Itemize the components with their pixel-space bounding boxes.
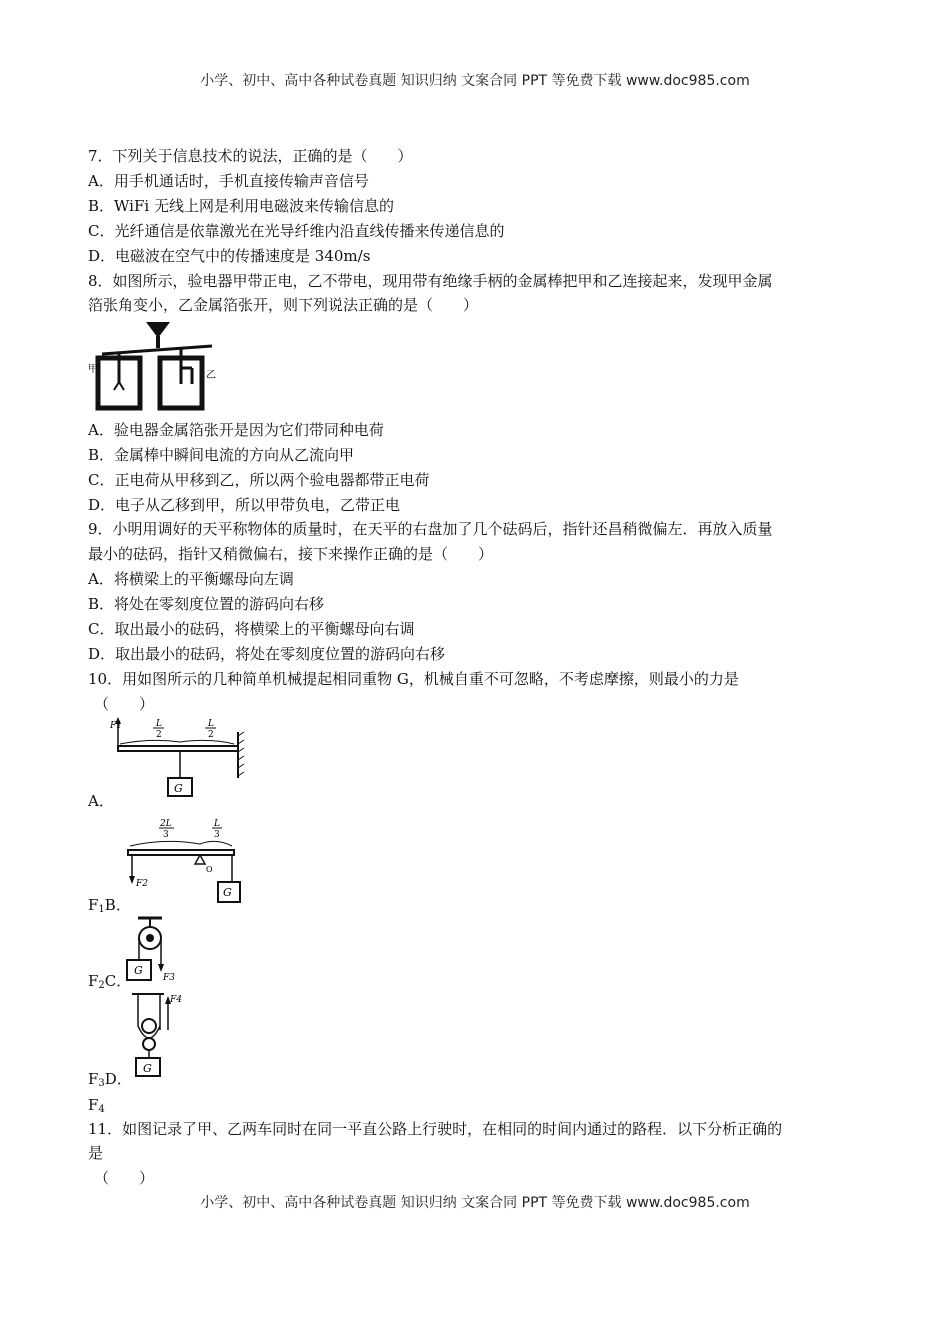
fig-d-f4: F4 bbox=[170, 995, 182, 1005]
q10-label-f1-b: $F_1B$． bbox=[88, 896, 131, 915]
q7-option-a: A．用手机通话时，手机直接传输声音信号 bbox=[88, 172, 369, 190]
q11-stem-line2: 是 bbox=[88, 1144, 104, 1162]
label-jia: 甲 bbox=[88, 364, 98, 375]
lever-figure-b bbox=[120, 814, 250, 906]
fig-a-den1: 2 bbox=[156, 730, 162, 740]
q9-option-b: B．将处在零刻度位置的游码向右移 bbox=[88, 595, 325, 613]
q10-label-f2-c: $F_2C$． bbox=[88, 972, 132, 991]
q8-stem-line1: 8．如图所示，验电器甲带正电，乙不带电，现用带有绝缘手柄的金属棒把甲和乙连接起来，发现甲金属 bbox=[88, 272, 773, 290]
q7-option-d: D．电磁波在空气中的传播速度是 340m/s bbox=[88, 247, 371, 265]
q10-label-f3-d: $F_3D$． bbox=[88, 1070, 132, 1089]
fig-c-f3: F3 bbox=[163, 973, 175, 983]
pulley-figure-c bbox=[124, 914, 184, 986]
fig-a-g: G bbox=[174, 782, 183, 795]
fig-b-l: L bbox=[214, 819, 220, 829]
fig-b-o: O bbox=[206, 865, 213, 874]
q8-option-b: B．金属棒中瞬间电流的方向从乙流向甲 bbox=[88, 446, 355, 464]
fig-a-den2: 2 bbox=[208, 730, 214, 740]
q9-option-d: D．取出最小的砝码，将处在零刻度位置的游码向右移 bbox=[88, 645, 446, 663]
fig-d-g: G bbox=[143, 1062, 152, 1075]
fig-a-l2: L bbox=[208, 719, 214, 729]
fig-a-l1: L bbox=[156, 719, 162, 729]
lever-figure-a bbox=[110, 714, 250, 800]
q9-option-c: C．取出最小的砝码，将横梁上的平衡螺母向右调 bbox=[88, 620, 415, 638]
q8-option-c: C．正电荷从甲移到乙，所以两个验电器都带正电荷 bbox=[88, 471, 430, 489]
fig-b-den2: 3 bbox=[214, 830, 220, 840]
fig-b-g: G bbox=[223, 886, 232, 899]
q10-stem: 10．用如图所示的几种简单机械提起相同重物 G，机械自重不可忽略，不考虑摩擦，则最小的力是 bbox=[88, 670, 739, 688]
page-header: 小学、初中、高中各种试卷真题 知识归纳 文案合同 PPT 等免费下载 www.doc985.com bbox=[200, 73, 750, 89]
q7-option-b: B．WiFi 无线上网是利用电磁波来传输信息的 bbox=[88, 197, 394, 215]
q11-stem-line1: 11．如图记录了甲、乙两车同时在同一平直公路上行驶时，在相同的时间内通过的路程．以下分析正确的 bbox=[88, 1120, 783, 1138]
q7-option-c: C．光纤通信是依靠激光在光导纤维内沿直线传播来传递信息的 bbox=[88, 222, 505, 240]
fig-b-f2: F2 bbox=[136, 879, 148, 889]
fig-b-2l: 2L bbox=[160, 819, 172, 829]
q11-paren: （ ） bbox=[94, 1169, 155, 1187]
q10-paren: （ ） bbox=[94, 695, 155, 713]
q9-option-a: A．将横梁上的平衡螺母向左调 bbox=[88, 570, 294, 588]
q8-option-a: A．验电器金属箔张开是因为它们带同种电荷 bbox=[88, 421, 384, 439]
q7-stem: 7．下列关于信息技术的说法，正确的是（ ） bbox=[88, 147, 413, 165]
label-yi: 乙 bbox=[206, 370, 216, 381]
q8-stem-line2: 箔张角变小，乙金属箔张开，则下列说法正确的是（ ） bbox=[88, 296, 479, 314]
fig-c-g: G bbox=[134, 964, 143, 977]
electroscope-figure bbox=[88, 320, 228, 416]
pulley-figure-d bbox=[128, 990, 188, 1082]
fig-a-f1: F1 bbox=[110, 721, 122, 731]
q10-option-a: A． bbox=[88, 792, 114, 810]
fig-b-den1: 3 bbox=[163, 830, 169, 840]
q9-stem-line2: 最小的砝码，指针又稍微偏右，接下来操作正确的是（ ） bbox=[88, 545, 494, 563]
q8-option-d: D．电子从乙移到甲，所以甲带负电，乙带正电 bbox=[88, 496, 401, 514]
page-footer: 小学、初中、高中各种试卷真题 知识归纳 文案合同 PPT 等免费下载 www.doc985.com bbox=[200, 1195, 750, 1211]
q9-stem-line1: 9．小明用调好的天平称物体的质量时，在天平的右盘加了几个砝码后，指针还昌稍微偏左．再放入质量 bbox=[88, 520, 773, 538]
q10-label-f4: $F_4$ bbox=[88, 1096, 105, 1115]
